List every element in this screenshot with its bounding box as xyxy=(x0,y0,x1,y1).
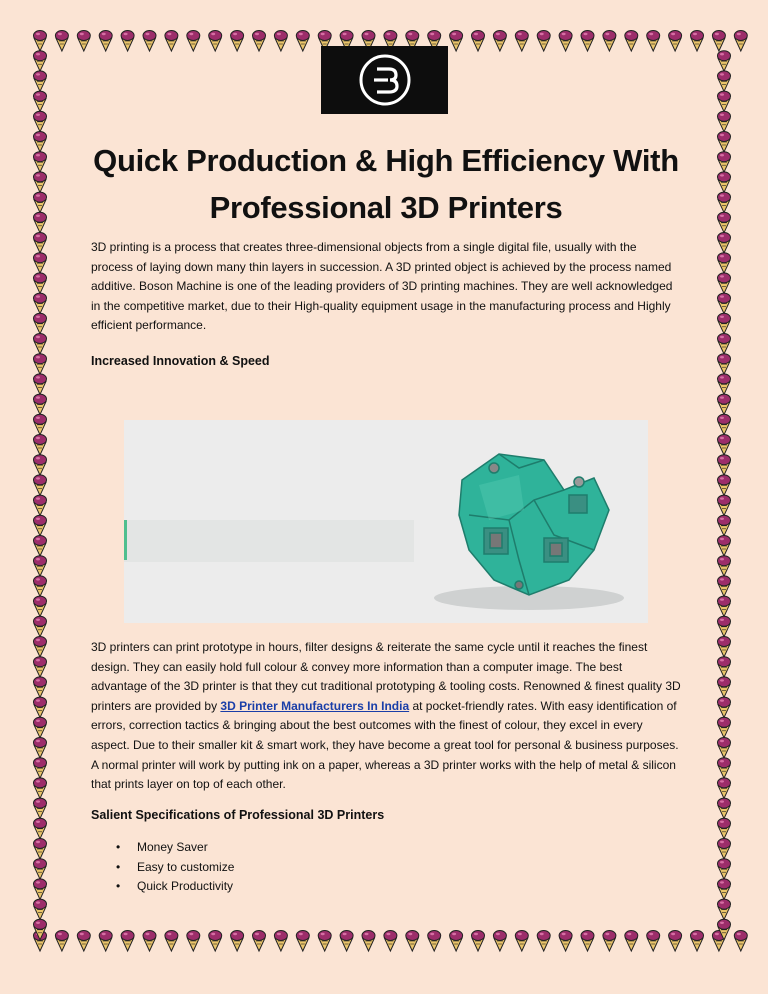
ice-cream-cone-icon xyxy=(34,899,47,920)
ice-cream-cone-icon xyxy=(718,839,731,860)
ice-cream-cone-icon xyxy=(34,91,47,112)
ice-cream-cone-icon xyxy=(718,132,731,153)
ice-cream-cone-icon xyxy=(718,334,731,355)
ice-cream-cone-icon xyxy=(121,931,134,952)
ice-cream-cone-icon xyxy=(718,475,731,496)
specifications-list xyxy=(91,840,234,899)
ice-cream-cone-icon xyxy=(428,931,441,952)
ice-cream-cone-icon xyxy=(603,931,616,952)
ice-cream-cone-icon xyxy=(340,931,353,952)
ice-cream-cone-icon xyxy=(669,31,682,52)
ice-cream-cone-icon xyxy=(34,536,47,557)
ice-cream-cone-icon xyxy=(318,931,331,952)
ice-cream-cone-icon xyxy=(121,31,134,52)
ice-cream-cone-icon xyxy=(34,616,47,637)
ice-cream-cone-icon xyxy=(209,931,222,952)
ice-cream-cone-icon xyxy=(718,778,731,799)
ice-cream-cone-icon xyxy=(34,475,47,496)
list-item: • Money Saver xyxy=(91,840,234,860)
ice-cream-cone-icon xyxy=(34,738,47,759)
ice-cream-cone-icon xyxy=(34,637,47,658)
ice-cream-cone-icon xyxy=(515,31,528,52)
ice-cream-cone-icon xyxy=(34,192,47,213)
ice-cream-cone-icon xyxy=(165,931,178,952)
ice-cream-cone-icon xyxy=(718,172,731,193)
ice-cream-cone-icon xyxy=(99,931,112,952)
list-item: • Easy to customize xyxy=(91,860,234,880)
ice-cream-cone-icon xyxy=(34,798,47,819)
ice-cream-cone-icon xyxy=(406,931,419,952)
ice-cream-cone-icon xyxy=(718,374,731,395)
ice-cream-cone-icon xyxy=(718,455,731,476)
ice-cream-cone-icon xyxy=(362,931,375,952)
ice-cream-cone-icon xyxy=(581,931,594,952)
ice-cream-cone-icon xyxy=(55,931,68,952)
ice-cream-cone-icon xyxy=(34,71,47,92)
ice-cream-cone-icon xyxy=(718,798,731,819)
ice-cream-cone-icon xyxy=(603,31,616,52)
ice-cream-cone-icon xyxy=(718,91,731,112)
ice-cream-cone-icon xyxy=(165,31,178,52)
boson-logo-icon xyxy=(357,52,413,108)
ice-cream-cone-icon xyxy=(34,253,47,274)
printed-object-illustration xyxy=(124,420,648,623)
ice-cream-cone-icon xyxy=(718,717,731,738)
ice-cream-cone-icon xyxy=(718,515,731,536)
ice-cream-cone-icon xyxy=(34,717,47,738)
ice-cream-cone-icon xyxy=(718,859,731,880)
body-paragraph xyxy=(91,638,681,795)
ice-cream-cone-icon xyxy=(718,313,731,334)
ice-cream-cone-icon xyxy=(718,71,731,92)
ice-cream-cone-icon xyxy=(718,111,731,132)
ice-cream-cone-icon xyxy=(187,931,200,952)
intro-paragraph: 3D printing is a process that creates three-dimensional objects from a single digital file, usually with the process of laying down many thin layers in succession. A 3D printed object is achieved by the process named additive. Boson Machine is one of the leading providers of 3D printing machines. They are well acknowledged in the competitive market, due to their High-quality equipment usage in the manufacturing process and Highly efficient performance. xyxy=(91,240,673,333)
ice-cream-cone-icon xyxy=(718,51,731,71)
ice-cream-cone-icon xyxy=(384,931,397,952)
ice-cream-cone-icon xyxy=(187,31,200,52)
ice-cream-cone-icon xyxy=(718,637,731,658)
ice-cream-cone-icon xyxy=(647,31,660,52)
ice-cream-cone-icon xyxy=(559,31,572,52)
ice-cream-cone-icon xyxy=(34,778,47,799)
heading-innovation: Increased Innovation & Speed xyxy=(91,354,270,368)
ice-cream-cone-icon xyxy=(718,273,731,294)
ice-cream-cone-icon xyxy=(77,31,90,52)
ice-cream-cone-icon xyxy=(559,931,572,952)
ice-cream-cone-icon xyxy=(231,31,244,52)
ice-cream-cone-icon xyxy=(34,818,47,839)
ice-cream-cone-icon xyxy=(718,212,731,233)
ice-cream-cone-icon xyxy=(718,818,731,839)
ice-cream-cone-icon xyxy=(537,31,550,52)
ice-cream-cone-icon xyxy=(34,293,47,314)
ice-cream-cone-icon xyxy=(718,536,731,557)
ice-cream-cone-icon xyxy=(99,31,112,52)
ice-cream-cone-icon xyxy=(718,435,731,456)
ice-cream-cone-icon xyxy=(34,697,47,718)
ice-cream-cone-icon xyxy=(34,233,47,254)
ice-cream-cone-icon xyxy=(34,495,47,515)
list-item: • Quick Productivity xyxy=(91,879,234,899)
ice-cream-cone-icon xyxy=(274,931,287,952)
ice-cream-cone-icon xyxy=(718,354,731,375)
ice-cream-cone-icon xyxy=(34,455,47,476)
ice-cream-cone-icon xyxy=(34,859,47,880)
ice-cream-cone-icon xyxy=(515,931,528,952)
ice-cream-cone-icon xyxy=(34,758,47,779)
ice-cream-cone-icon xyxy=(718,495,731,515)
ice-cream-cone-icon xyxy=(472,31,485,52)
heading-specifications: Salient Specifications of Professional 3D Printers xyxy=(91,808,385,822)
ice-cream-cone-icon xyxy=(537,931,550,952)
ice-cream-cone-icon xyxy=(718,697,731,718)
ice-cream-cone-icon xyxy=(34,677,47,698)
ice-cream-cone-icon xyxy=(450,31,463,52)
ice-cream-cone-icon xyxy=(691,931,704,952)
ice-cream-cone-icon xyxy=(253,931,266,952)
ice-cream-cone-icon xyxy=(718,414,731,435)
ice-cream-cone-icon xyxy=(34,273,47,294)
ice-cream-cone-icon xyxy=(718,253,731,274)
ice-cream-cone-icon xyxy=(718,233,731,254)
ice-cream-cone-icon xyxy=(718,879,731,900)
ice-cream-cone-icon xyxy=(274,31,287,52)
ice-cream-cone-icon xyxy=(34,657,47,678)
manufacturers-link[interactable]: 3D Printer Manufacturers In India xyxy=(220,698,410,713)
ice-cream-cone-icon xyxy=(34,515,47,536)
ice-cream-cone-icon xyxy=(34,374,47,395)
ice-cream-cone-icon xyxy=(625,931,638,952)
ice-cream-cone-icon xyxy=(734,31,747,52)
ice-cream-cone-icon xyxy=(718,596,731,617)
ice-cream-cone-icon xyxy=(581,31,594,52)
ice-cream-cone-icon xyxy=(718,556,731,577)
ice-cream-cone-icon xyxy=(718,152,731,173)
ice-cream-cone-icon xyxy=(209,31,222,52)
ice-cream-cone-icon xyxy=(77,931,90,952)
ice-cream-cone-icon xyxy=(493,931,506,952)
ice-cream-cone-icon xyxy=(34,212,47,233)
ice-cream-cone-icon xyxy=(734,931,747,952)
ice-cream-cone-icon xyxy=(450,931,463,952)
ice-cream-cone-icon xyxy=(718,758,731,779)
ice-cream-cone-icon xyxy=(34,31,47,52)
ice-cream-cone-icon xyxy=(253,31,266,52)
ice-cream-cone-icon xyxy=(718,192,731,213)
ice-cream-cone-icon xyxy=(34,172,47,193)
ice-cream-cone-icon xyxy=(34,313,47,334)
body-text-before-link: 3D printers can print prototype in hours, filter designs & reiterate the same cycle until it reaches the finest design. They can easily hold full colour & convey more information than a computer image. The best advantage of the 3D printer is that they cut traditional prototyping & tooling costs. Renowned & finest quality 3D printers are provided by xyxy=(91,640,681,713)
ice-cream-cone-icon xyxy=(493,31,506,52)
ice-cream-cone-icon xyxy=(143,931,156,952)
ice-cream-cone-icon xyxy=(143,31,156,52)
ice-cream-cone-icon xyxy=(718,677,731,698)
ice-cream-cone-icon xyxy=(34,556,47,577)
body-text-after-link: at pocket-friendly rates. With easy identification of errors, correction tactics & bringing about the best outcomes with the finest of colour, they excel in every aspect. Due to their smaller kit & smart work, they have become a great tool for personal & business purposes. A normal printer will work by putting ink on a paper, whereas a 3D printer works with the help of metal & silicon that prints layer on top of each other. xyxy=(91,698,679,792)
ice-cream-cone-icon xyxy=(34,132,47,153)
page-title: Quick Production & High Efficiency With Professional 3D Printers xyxy=(93,143,679,225)
ice-cream-cone-icon xyxy=(231,931,244,952)
ice-cream-cone-icon xyxy=(718,394,731,415)
ice-cream-cone-icon xyxy=(669,931,682,952)
ice-cream-cone-icon xyxy=(296,31,309,52)
ice-cream-cone-icon xyxy=(718,657,731,678)
ice-cream-cone-icon xyxy=(647,931,660,952)
ice-cream-cone-icon xyxy=(34,334,47,355)
ice-cream-cone-icon xyxy=(691,31,704,52)
ice-cream-cone-icon xyxy=(34,879,47,900)
ice-cream-cone-icon xyxy=(718,293,731,314)
ice-cream-cone-icon xyxy=(718,616,731,637)
logo xyxy=(321,46,448,114)
ice-cream-cone-icon xyxy=(718,576,731,597)
ice-cream-cone-icon xyxy=(34,414,47,435)
ice-cream-cone-icon xyxy=(34,394,47,415)
ice-cream-cone-icon xyxy=(718,899,731,920)
ice-cream-cone-icon xyxy=(472,931,485,952)
ice-cream-cone-icon xyxy=(625,31,638,52)
ice-cream-cone-icon xyxy=(34,435,47,456)
ice-cream-cone-icon xyxy=(34,596,47,617)
ice-cream-cone-icon xyxy=(34,111,47,132)
ice-cream-cone-icon xyxy=(34,152,47,173)
hero-image-3d-printed-object xyxy=(124,420,648,623)
ice-cream-cone-icon xyxy=(718,738,731,759)
ice-cream-cone-icon xyxy=(34,51,47,71)
ice-cream-cone-icon xyxy=(34,354,47,375)
ice-cream-cone-icon xyxy=(34,576,47,597)
ice-cream-cone-icon xyxy=(55,31,68,52)
ice-cream-cone-icon xyxy=(296,931,309,952)
ice-cream-cone-icon xyxy=(34,839,47,860)
ice-cream-cone-icon xyxy=(712,31,725,52)
